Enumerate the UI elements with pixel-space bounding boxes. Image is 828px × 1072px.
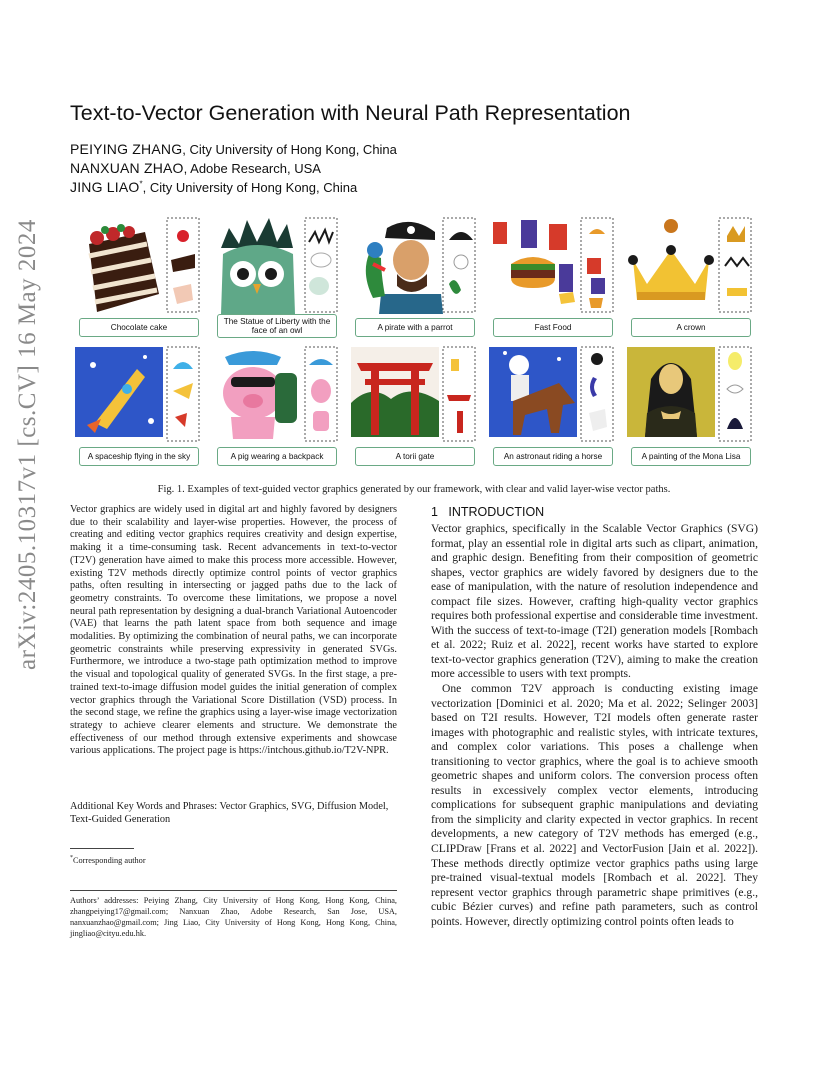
figure-panel-fast-food <box>489 214 615 330</box>
figure-caption: Fig. 1. Examples of text-guided vector graphics generated by our framework, with clear and valid layer-wise vector paths. <box>157 484 671 495</box>
figure-caption-label: A pirate with a parrot <box>355 318 475 337</box>
figure-caption-label: The Statue of Liberty with the face of an owl <box>217 314 337 338</box>
figure-caption-label: An astronaut riding a horse <box>493 447 613 466</box>
figure-panel-mona-lisa <box>627 343 753 459</box>
footnote-text: Corresponding author <box>73 855 146 865</box>
intro-body <box>431 522 758 929</box>
author-affiliation: , City University of Hong Kong, China <box>142 180 358 195</box>
section-heading <box>431 505 544 519</box>
author-name: NANXUAN ZHAO <box>70 160 184 176</box>
figure-panel-torii-gate <box>351 343 477 459</box>
paper-title: Text-to-Vector Generation with Neural Path Representation <box>70 101 631 125</box>
author-affiliation: , City University of Hong Kong, China <box>182 142 397 157</box>
arxiv-watermark: arXiv:2405.10317v1 [cs.CV] 16 May 2024 <box>14 219 41 670</box>
figure-panel-astronaut-horse <box>489 343 615 459</box>
astronaut-horse-image <box>489 343 615 459</box>
footnote: *Corresponding author <box>70 855 146 865</box>
figure-caption-label: A torii gate <box>355 447 475 466</box>
figure-panel-spaceship <box>75 343 201 459</box>
intro-paragraph-1: Vector graphics, specifically in the Scalable Vector Graphics (SVG) format, play an essential role in digital arts such as clipart, animation, and graphic design. Benefiting from their composition of geometric shapes, vector graphics are widely favored by designers due to the ease of manipulation, with the nature of resolution independence and compact file sizes. However, crafting high-quality vector graphics requires both professional expertise and considerable time investment. With the success of text-to-image (T2I) generation models [Rombach et al. 2022; Ruiz et al. 2022], recent works have started to explore text-to-vector graphics generation (T2V), aiming to make the creation more accessible to users with text prompts. <box>431 522 758 681</box>
crown-image <box>627 214 753 330</box>
author-3 <box>70 179 357 195</box>
author-name: PEIYING ZHANG <box>70 141 183 157</box>
figure-panel-crown <box>627 214 753 330</box>
address-rule <box>70 890 397 891</box>
figure-caption-label: A crown <box>631 318 751 337</box>
torii-gate-image <box>351 343 477 459</box>
spaceship-image <box>75 343 201 459</box>
section-title: INTRODUCTION <box>448 505 545 519</box>
author-addresses: Authors’ addresses: Peiying Zhang, City University of Hong Kong, Hong Kong, China, zhangpeiying17@gmail.com; Nanxuan Zhao, Adobe Research, San Jose, USA, nanxuanzhao@gmail.com; Jing Liao, City University of Hong Kong, Hong Kong, China, jingliao@cityu.edu.hk. <box>70 896 397 938</box>
abstract-text: Vector graphics are widely used in digital art and highly favored by designers due to their scalability and layer-wise properties. However, the process of creating and editing vector graphics requires creativity and design expertise, making it a time-consuming task. Recent advancements in text-to-vector (T2V) generation have aimed to make this process more accessible. However, existing T2V methods directly optimize control points of vector graphics paths, often resulting in intersecting or jagged paths due to the lack of geometry constraints. To overcome these limitations, we propose a novel neural path representation by designing a dual-branch Variational Autoencoder (VAE) that learns the path latent space from both sequence and image modalities. By optimizing the combination of neural paths, we can incorporate geometric constraints while preserving expressivity in generated SVGs. Furthermore, we introduce a two-stage path optimization method to improve the visual and topological quality of generated SVGs. In the first stage, a pre-trained text-to-image diffusion model guides the initial generation of complex vector graphics through the Variational Score Distillation (VSD) process. In the second stage, we refine the graphics using a layer-wise image vectorization strategy to achieve clearer elements and structure. We demonstrate the effectiveness of our method through extensive experiments and showcase various applications. The project page is https://intchous.github.io/T2V-NPR. <box>70 504 397 757</box>
figure-panel-pirate-parrot <box>351 214 477 330</box>
figure-caption-label: Chocolate cake <box>79 318 199 337</box>
figure-panel-chocolate-cake <box>75 214 201 330</box>
figure-caption-label: Fast Food <box>493 318 613 337</box>
owl-statue-image <box>213 214 339 330</box>
fast-food-image <box>489 214 615 330</box>
pirate-parrot-image <box>351 214 477 330</box>
intro-paragraph-2: One common T2V approach is conducting existing image vectorization [Dominici et al. 2020; Ma et al. 2022; Selinger 2003] based on T2I results. However, T2I models often generate raster images with photographic and realistic styles, with intricate textures, and complex color variations. This poses a challenge when transitioning to vector graphics, where the goal is to achieve smooth geometric shapes and uniform colors. The conversion process often results in excessively complex vector elements, introducing complications for subsequent graphic manipulations and deviating from the simplicity and clarity expected in vector graphics. In recent developments, a new category of T2V methods has emerged (e.g., CLIPDraw [Frans et al. 2022] and VectorFusion [Jain et al. 2022]). These methods directly optimize vector graphics paths using large pre-trained visual-textual models [Rombach et al. 2022]. They represent vector graphics through parametric shape primitives (e.g., cubic Bézier curves) and refine path parameters, such as control points. However, directly optimizing control points often leads to <box>431 682 758 928</box>
abstract <box>70 504 397 758</box>
figure-panel-pig-backpack <box>213 343 339 459</box>
figure-panel-statue-of-liberty <box>213 214 339 335</box>
corresponding-mark: * <box>139 179 143 189</box>
figure-caption-label: A pig wearing a backpack <box>217 447 337 466</box>
author-1 <box>70 141 397 157</box>
footnote-rule <box>70 848 134 849</box>
mona-lisa-image <box>627 343 753 459</box>
figure-caption-label: A spaceship flying in the sky <box>79 447 199 466</box>
keywords: Additional Key Words and Phrases: Vector Graphics, SVG, Diffusion Model, Text-Guided Generation <box>70 801 389 825</box>
pig-backpack-image <box>213 343 339 459</box>
chocolate-cake-image <box>75 214 201 330</box>
author-affiliation: , Adobe Research, USA <box>183 161 321 176</box>
figure-caption-label: A painting of the Mona Lisa <box>631 447 751 466</box>
author-2 <box>70 160 321 176</box>
author-name: JING LIAO <box>70 179 140 195</box>
section-number: 1 <box>431 505 438 519</box>
